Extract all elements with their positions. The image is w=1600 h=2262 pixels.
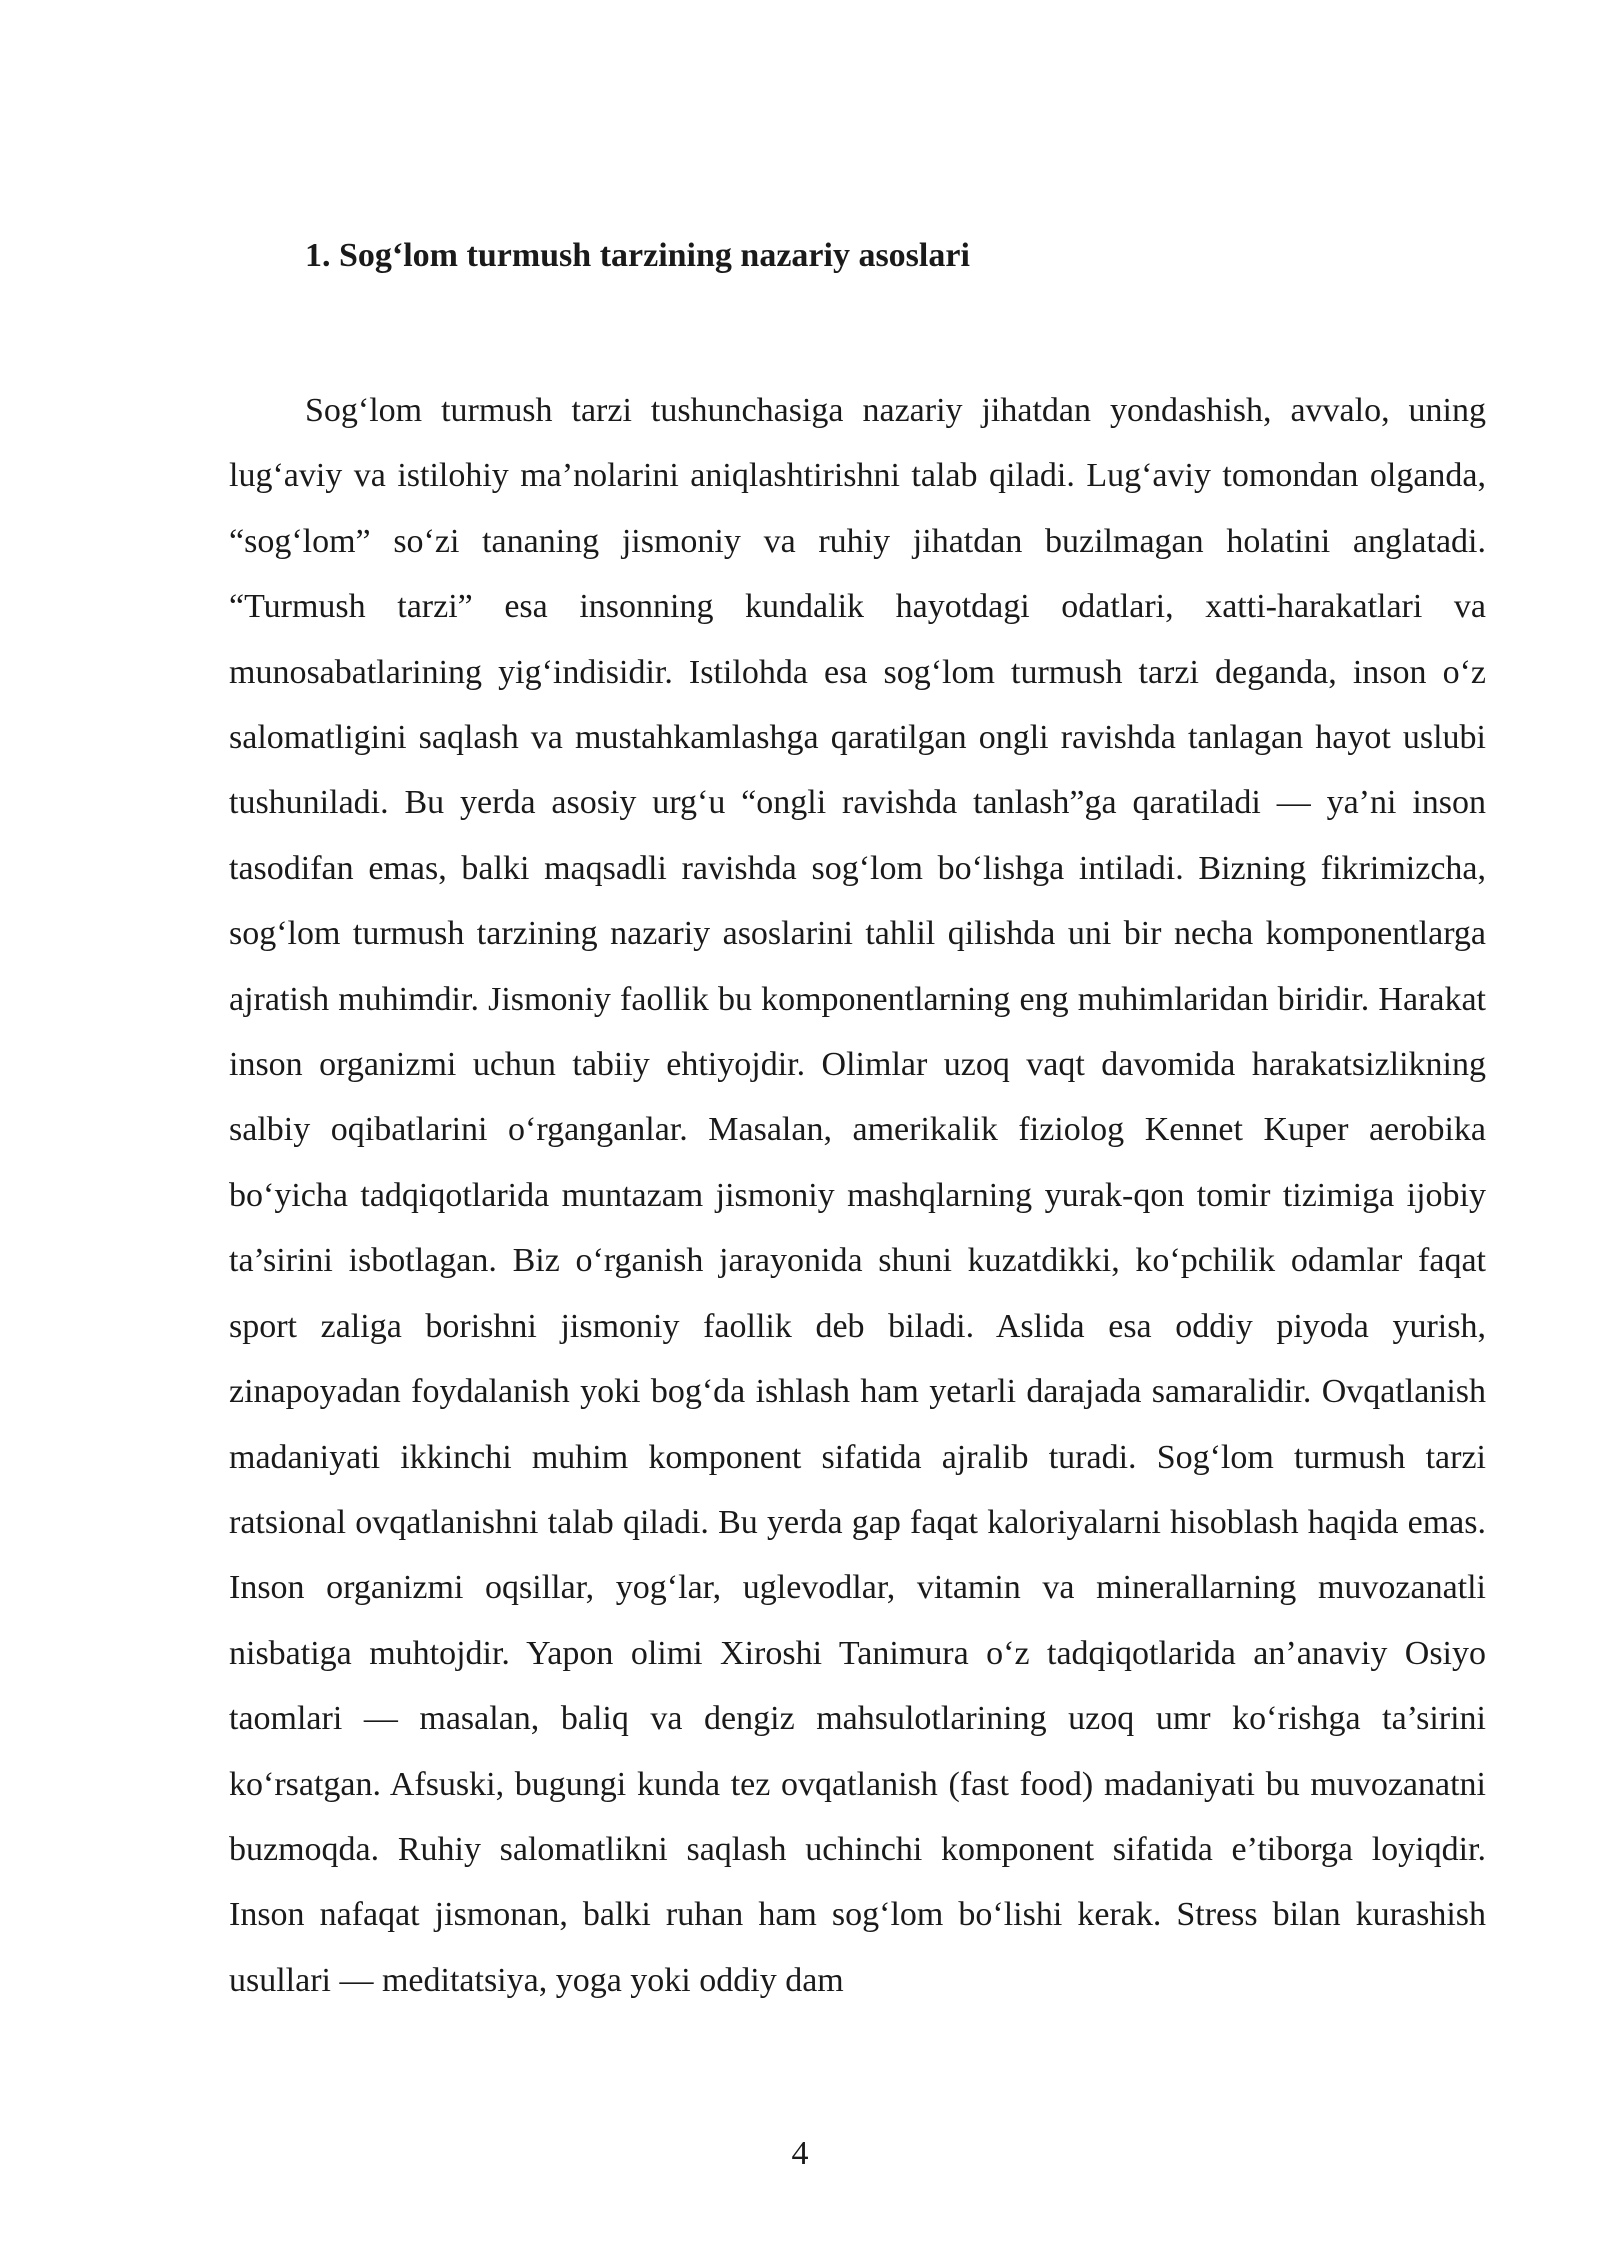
page-number: 4	[791, 2135, 809, 2172]
section-heading: 1. Sog‘lom turmush tarzining nazariy asoslari	[305, 237, 970, 274]
body-paragraph: Sog‘lom turmush tarzi tushunchasiga nazariy jihatdan yondashish, avvalo, uning lug‘aviy va istilohiy ma’nolarini aniqlashtirishni talab qiladi. Lug‘aviy tomondan olganda, “sog‘lom” so‘zi tananing jismoniy va ruhiy jihatdan buzilmagan holatini anglatadi. “Turmush tarzi” esa insonning kundalik hayotdagi odatlari, xatti-harakatlari va munosabatlarining yig‘indisidir. Istilohda esa sog‘lom turmush tarzi deganda, inson o‘z salomatligini saqlash va mustahkamlashga qaratilgan ongli ravishda tanlagan hayot uslubi tushuniladi. Bu yerda asosiy urg‘u “ongli ravishda tanlash”ga qaratiladi — ya’ni inson tasodifan emas, balki maqsadli ravishda sog‘lom bo‘lishga intiladi. Bizning fikrimizcha, sog‘lom turmush tarzining nazariy asoslarini tahlil qilishda uni bir necha komponentlarga ajratish muhimdir. Jismoniy faollik bu komponentlarning eng muhimlaridan biridir. Harakat inson organizmi uchun tabiiy ehtiyojdir. Olimlar uzoq vaqt davomida harakatsizlikning salbiy oqibatlarini o‘rganganlar. Masalan, amerikalik fiziolog Kennet Kuper aerobika bo‘yicha tadqiqotlarida muntazam jismoniy mashqlarning yurak-qon tomir tizimiga ijobiy ta’sirini isbotlagan. Biz o‘rganish jarayonida shuni kuzatdikki, ko‘pchilik odamlar faqat sport zaliga borishni jismoniy faollik deb biladi. Aslida esa oddiy piyoda yurish, zinapoyadan foydalanish yoki bog‘da ishlash ham yetarli darajada samaralidir. Ovqatlanish madaniyati ikkinchi muhim komponent sifatida ajralib turadi. Sog‘lom turmush tarzi ratsional ovqatlanishni talab qiladi. Bu yerda gap faqat kaloriyalarni hisoblash haqida emas. Inson organizmi oqsillar, yog‘lar, uglevodlar, vitamin va minerallarning muvozanatli nisbatiga muhtojdir. Yapon olimi Xiroshi Tanimura o‘z tadqiqotlarida an’anaviy Osiyo taomlari — masalan, baliq va dengiz mahsulotlarining uzoq umr ko‘rishga ta’sirini ko‘rsatgan. Afsuski, bugungi kunda tez ovqatlanish (fast food) madaniyati bu muvozanatni buzmoqda. Ruhiy salomatlikni saqlash uchinchi komponent sifatida e’tiborga loyiqdir. Inson nafaqat jismonan, balki ruhan ham sog‘lom bo‘lishi kerak. Stress bilan kurashish usullari — meditatsiya, yoga yoki oddiy dam	[229, 392, 1486, 1999]
